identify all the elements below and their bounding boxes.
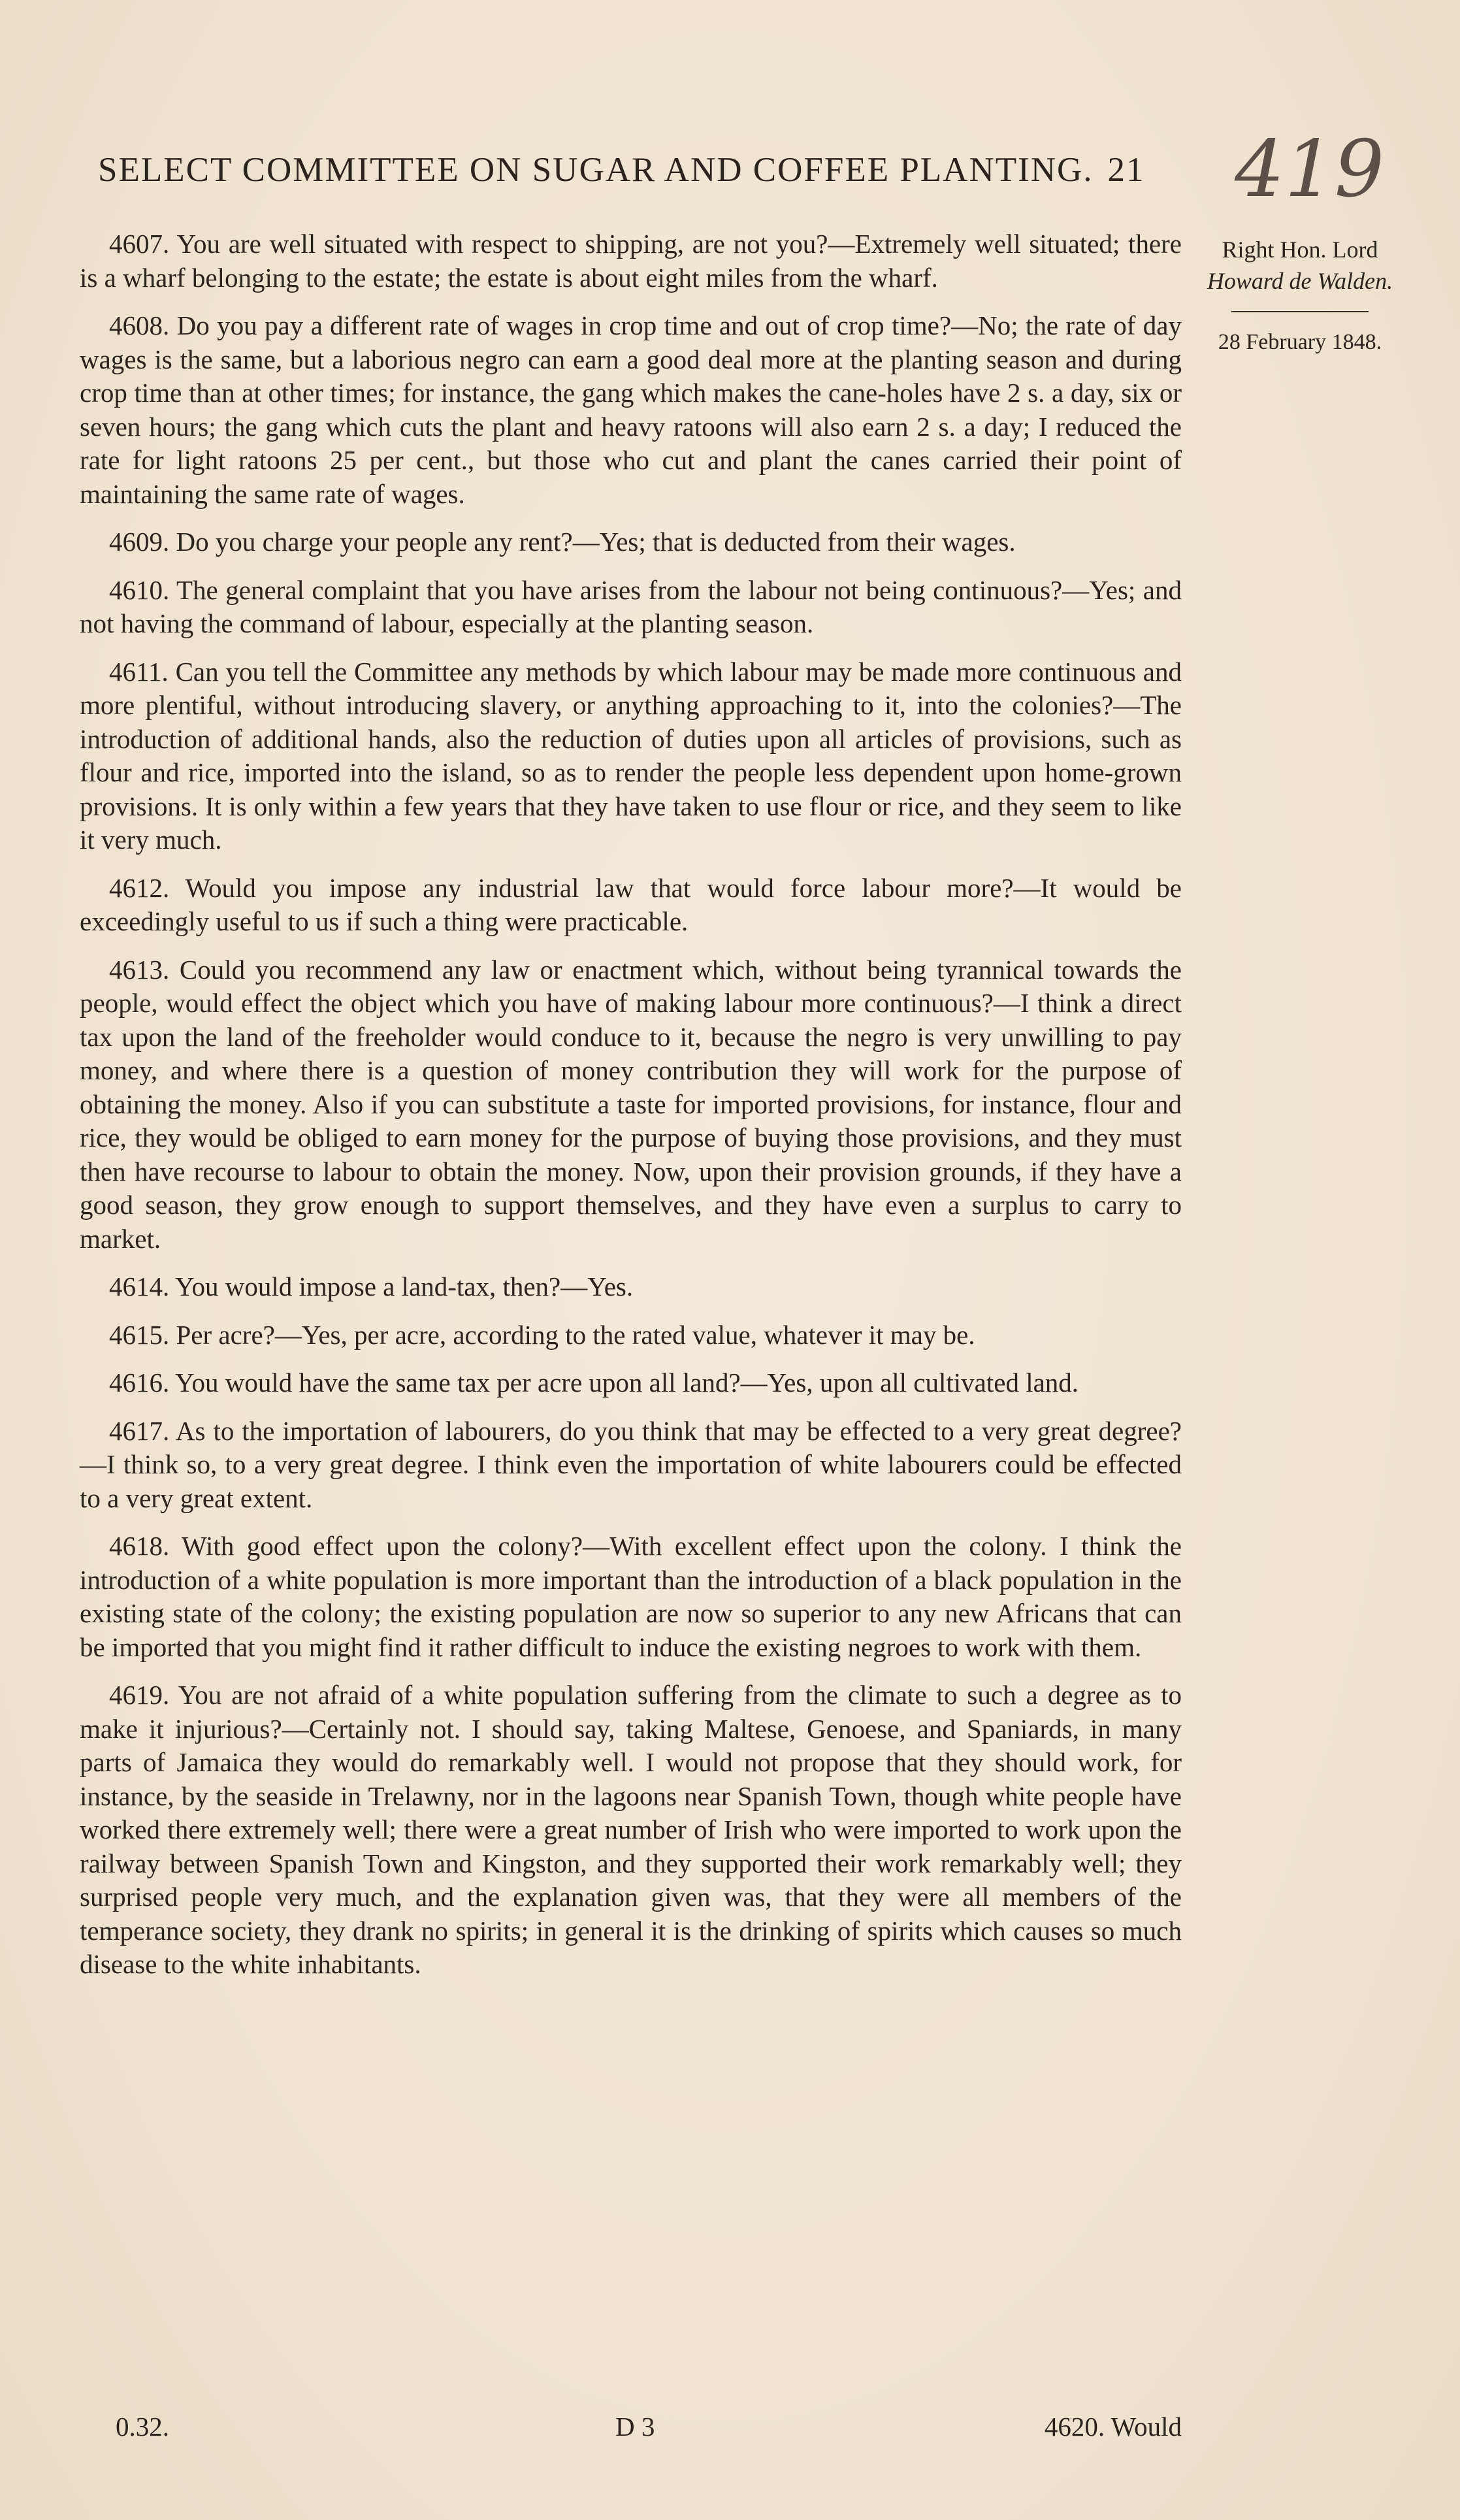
margin-note: [1192, 234, 1408, 358]
header-page-number: 21: [1107, 151, 1145, 189]
question-4614: 4614. You would impose a land-tax, then?—Yes.: [109, 1271, 634, 1301]
footer-signature-mark: D 3: [615, 2412, 655, 2442]
question-4615: 4615. Per acre?—Yes, per acre, according to the rated value, whatever it may be.: [109, 1319, 975, 1350]
running-header: [98, 150, 1222, 189]
question-4610: 4610. The general complaint that you have arises from the labour not being continuous?—Yes; and not having the command of labour, especially at the planting season.: [80, 574, 1182, 638]
question-4609: 4609. Do you charge your people any rent?—Yes; that is deducted from their wages.: [109, 527, 1016, 557]
question-4616: 4616. You would have the same tax per acre upon all land?—Yes, upon all cultivated land.: [109, 1367, 1079, 1398]
handwritten-folio-number: 419: [1235, 124, 1385, 215]
evidence-date: 28 February 1848.: [1218, 330, 1382, 354]
testimony-body: [80, 227, 1182, 1996]
footer-paper-number: 0.32.: [116, 2412, 169, 2442]
witness-title: Right Hon. Lord: [1222, 237, 1378, 263]
margin-rule: [1231, 311, 1369, 312]
question-4618: 4618. With good effect upon the colony?—With excellent effect upon the colony. I think the introduction of a white population is more important than the introduction of a black population in the existing state of the colony; the existing population are now so superior to any new Africans that can be imported that you might find it rather difficult to induce the existing negroes to work with them.: [80, 1531, 1182, 1662]
witness-name: Howard de Walden.: [1207, 268, 1393, 294]
footer-catchword: 4620. Would: [1044, 2412, 1182, 2442]
question-4613: 4613. Could you recommend any law or enactment which, without being tyrannical towards the people, would effect the object which you have of making labour more continuous?—I think a direct tax upon the land of the freeholder would conduce to it, because the negro is very unwilling to pay money, and where there is a question of money contribution they will work for the purpose of obtaining the money. Also if you can substitute a taste for imported provisions, for instance, flour and rice, they would be obliged to earn money for the purpose of buying those provisions, and they must then have recourse to labour to obtain the money. Now, upon their provision grounds, if they have a good season, they grow enough to support themselves, and they have even a surplus to carry to market.: [80, 954, 1182, 1254]
question-4612: 4612. Would you impose any industrial law that would force labour more?—It would be exceedingly useful to us if such a thing were practicable.: [80, 872, 1182, 936]
question-4617: 4617. As to the importation of labourers, do you think that may be effected to a very great degree?—I think so, to a very great degree. I think even the importation of white labourers could be effected to a very great extent.: [80, 1415, 1182, 1513]
question-4619: 4619. You are not afraid of a white population suffering from the climate to such a degree as to make it injurious?—Certainly not. I should say, taking Maltese, Genoese, and Spaniards, in many parts of Jamaica they would do remarkably well. I would not propose that they should work, for instance, by the seaside in Trelawny, nor in the lagoons near Spanish Town, though white people have worked there extremely well; there were a great number of Irish who were imported to work upon the railway between Spanish Town and Kingston, and they supported their work remarkably well; they surprised people very much, and the explanation given was, that they were all members of the temperance society, they drank no spirits; in general it is the drinking of spirits which causes so much disease to the white inhabitants.: [80, 1680, 1182, 1979]
question-4611: 4611. Can you tell the Committee any methods by which labour may be made more continuous and more plentiful, without introducing slavery, or anything approaching to it, into the colonies?—The introduction of additional hands, also the reduction of duties upon all articles of provisions, such as flour and rice, imported into the island, so as to render the people less dependent upon home-grown provisions. It is only within a few years that they have taken to use flour or rice, and they seem to like it very much.: [80, 656, 1182, 855]
question-4607: 4607. You are well situated with respect to shipping, are not you?—Extremely well situated; there is a wharf belonging to the estate; the estate is about eight miles from the wharf.: [80, 229, 1182, 293]
page-footer: [80, 2411, 1182, 2450]
header-title: SELECT COMMITTEE ON SUGAR AND COFFEE PLANTING.: [98, 151, 1094, 189]
question-4608: 4608. Do you pay a different rate of wages in crop time and out of crop time?—No; the rate of day wages is the same, but a laborious negro can earn a good deal more at the planting season and during crop time than at other times; for instance, the gang which makes the cane-holes have 2 s. a day, six or seven hours; the gang which cuts the plant and heavy ratoons will also earn 2 s. a day; I reduced the rate for light ratoons 25 per cent., but those who cut and plant the canes carried their point of maintaining the same rate of wages.: [80, 310, 1182, 509]
